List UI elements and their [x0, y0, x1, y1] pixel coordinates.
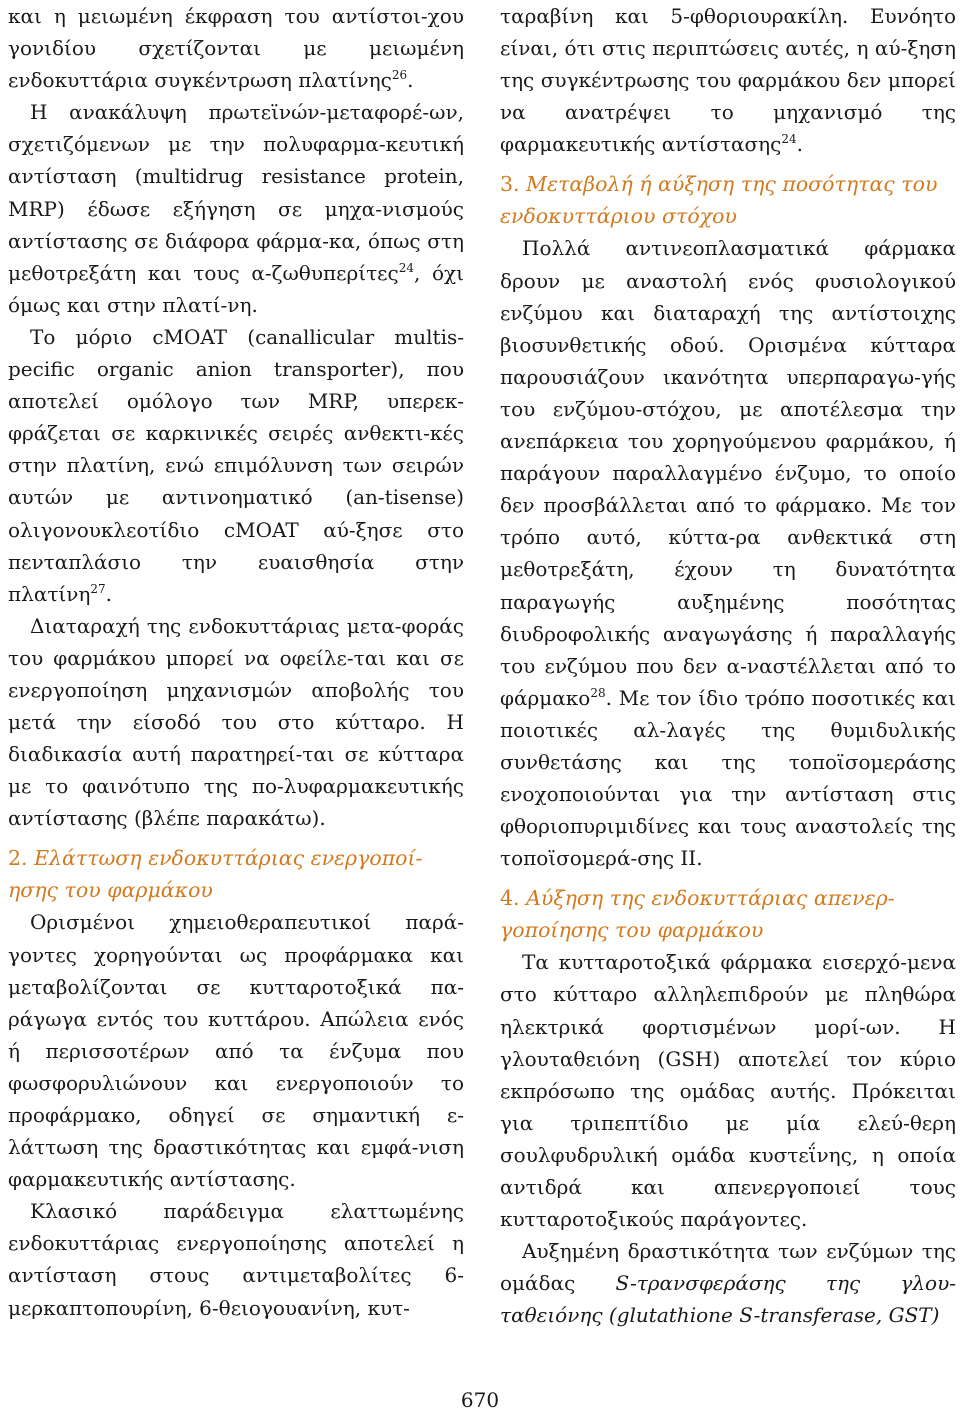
paragraph-gst: [500, 1235, 956, 1331]
section-number: 3.: [500, 172, 520, 197]
text: ταραβίνη και 5-φθοριουρακίλη. Ευνόητο είναι, ότι στις περιπτώσεις αυτές, η αύ-ξηση της συγκέντρωσης του φαρμάκου δεν μπορεί να ανατρέψει το μηχανισμό της φαρμακευτικής αντίστασης: [500, 4, 956, 157]
reference-superscript: 27: [90, 581, 106, 596]
reference-superscript: 24: [781, 132, 797, 147]
page-number: 670: [460, 1388, 500, 1412]
text: , όχι όμως και στην πλατί-νη.: [8, 260, 465, 317]
paragraph-drug-transport: Διαταραχή της ενδοκυττάριας μετα-φοράς του φαρμάκου μπορεί να οφείλε-ται και σε ενεργοποίηση μηχανισμών αποβολής του μετά την είσοδό του στο κύτταρο. Η διαδικασία αυτή παρατηρεί-ται σε κύτταρα με το φαινότυπο της πο-λυφαρμακευτικής αντίστασης (βλέπε παρακάτω).: [8, 613, 464, 831]
right-column: [500, 0, 956, 1331]
left-column: [8, 0, 464, 1324]
text: .: [796, 132, 804, 157]
text: . Με τον ίδιο τρόπο ποσοτικές και ποιοτικές αλ-λαγές της θυμιδυλικής συνθετάσης και της τοποϊσομεράσης ενοχοποιούνται για την αντίσταση στις φθοριοπυριμιδίνες και τους αναστολείς της τοποϊσομερά-σης ΙΙ.: [500, 685, 956, 871]
reference-superscript: 26: [391, 68, 408, 83]
paragraph-prodrug: Ορισμένοι χημειοθεραπευτικοί παρά-γοντες χορηγούνται ως προφάρμακα και μεταβολίζονται σε κυτταροτοξικά πα-ράγωγα εντός του κυττάρου. Απώλεια ενός ή περισσοτέρων από τα ένζυμα που φωσφορυλιώνουν και ενεργοποιούν το προφάρμακο, οδηγεί σε σημαντική ε-λάττωση της δραστικότητας και εμφά-νιση φαρμακευτικής αντίστασης.: [8, 910, 464, 1192]
reference-superscript: 24: [398, 260, 415, 275]
paragraph-mrp: [8, 96, 464, 321]
section-title: Ελάττωση ενδοκυττάριας ενεργοποί-ησης του φαρμάκου: [8, 846, 423, 903]
section-number: 4.: [500, 886, 520, 911]
text: .: [105, 581, 113, 606]
section-heading-4: [500, 882, 956, 946]
section-title: Μεταβολή ή αύξηση της ποσότητας του ενδοκυττάριου στόχου: [500, 172, 938, 229]
text: .: [407, 68, 414, 93]
paragraph-target-enzyme: [500, 232, 956, 874]
paragraph-glutathione: Τα κυτταροτοξικά φάρμακα εισερχό-μενα στο κύτταρο αλληλεπιδρούν με πληθώρα ηλεκτρικά φορτισμένων μορί-ων. Η γλουταθειόνη (GSH) αποτελεί τον κύριο εκπρόσωπο της ομάδας αυτής. Πρόκειται για τριπεπτίδιο με μία ελεύ-θερη σουλφυδρυλική ομάδα κυστεΐνης, η οποία αντιδρά και απενεργοποιεί τους κυτταροτοξικούς παράγοντες.: [500, 950, 956, 1232]
section-title: Αύξηση της ενδοκυττάριας απενερ-γοποίησης του φαρμάκου: [500, 886, 895, 943]
text: και η μειωμένη έκφραση του αντίστοι-χου γονιδίου σχετίζονται με μειωμένη ενδοκυττάρια συγκέντρωση πλατίνης: [8, 4, 464, 93]
section-heading-3: [500, 168, 956, 232]
section-heading-2: [8, 842, 464, 906]
text: Η ανακάλυψη πρωτεϊνών-μεταφορέ-ων, σχετιζόμενων με την πολυφαρμα-κευτική αντίσταση (multidrug resistance protein, MRP) έδωσε εξήγηση σε μηχα-νισμούς αντίστασης σε διάφορα φάρμα-κα, όπως στη μεθοτρεξάτη και τους α-ζωθυπερίτες: [8, 100, 464, 285]
text: Το μόριο cMOAT (canallicular multis-pecific organic anion transporter), που αποτελεί ομόλογο των MRP, υπερεκ-φράζεται σε καρκινικές σειρές ανθεκτι-κές στην πλατίνη, ενώ επιμόλυνση των σειρών αυτών με αντινοηματικό (an-tisense) ολιγονουκλεοτίδιο cMOAT αύ-ξησε στο πενταπλάσιο την ευαισθησία στην πλατίνη: [8, 324, 464, 606]
text: Αυξημένη δραστικότητα των ενζύμων της ομάδας: [500, 1239, 956, 1296]
reference-superscript: 28: [590, 685, 606, 700]
paragraph-platinum-concentration: [8, 0, 464, 96]
section-number: 2.: [8, 846, 28, 871]
paragraph-antimetabolites-continued: [500, 0, 956, 160]
text: Πολλά αντινεοπλασματικά φάρμακα δρουν με αναστολή ενός φυσιολογικού ενζύμου και διαταραχή της αντίστοιχης βιοσυνθετικής οδού. Ορισμένα κύτταρα παρουσιάζουν ικανότητα υπερπαραγω-γής του ενζύμου-στόχου, με αποτέλεσμα την ανεπάρκεια του χορηγούμενου φαρμάκου, ή παράγουν παραλλαγμένο ένζυμο, το οποίο δεν προσβάλλεται από το φάρμακο. Με τον τρόπο αυτό, κύττα-ρα ανθεκτικά στη μεθοτρεξάτη, έχουν τη δυνατότητα παραγωγής αυξημένης ποσότητας διυδροφολικής αναγωγάσης ή παραλλαγής του ενζύμου που δεν α-ναστέλλεται από το φάρμακο: [500, 236, 956, 710]
paragraph-classic-example: Κλασικό παράδειγμα ελαττωμένης ενδοκυττάριας ενεργοποίησης αποτελεί η αντίσταση στους αντιμεταβολίτες 6-μερκαπτοπουρίνη, 6-θειογουανίνη, κυτ-: [8, 1199, 464, 1320]
italic-term: S-τρανσφεράσης της γλου-ταθειόνης (glutathione S-transferase, GST): [500, 1271, 956, 1328]
paragraph-cmoat: [8, 321, 464, 610]
